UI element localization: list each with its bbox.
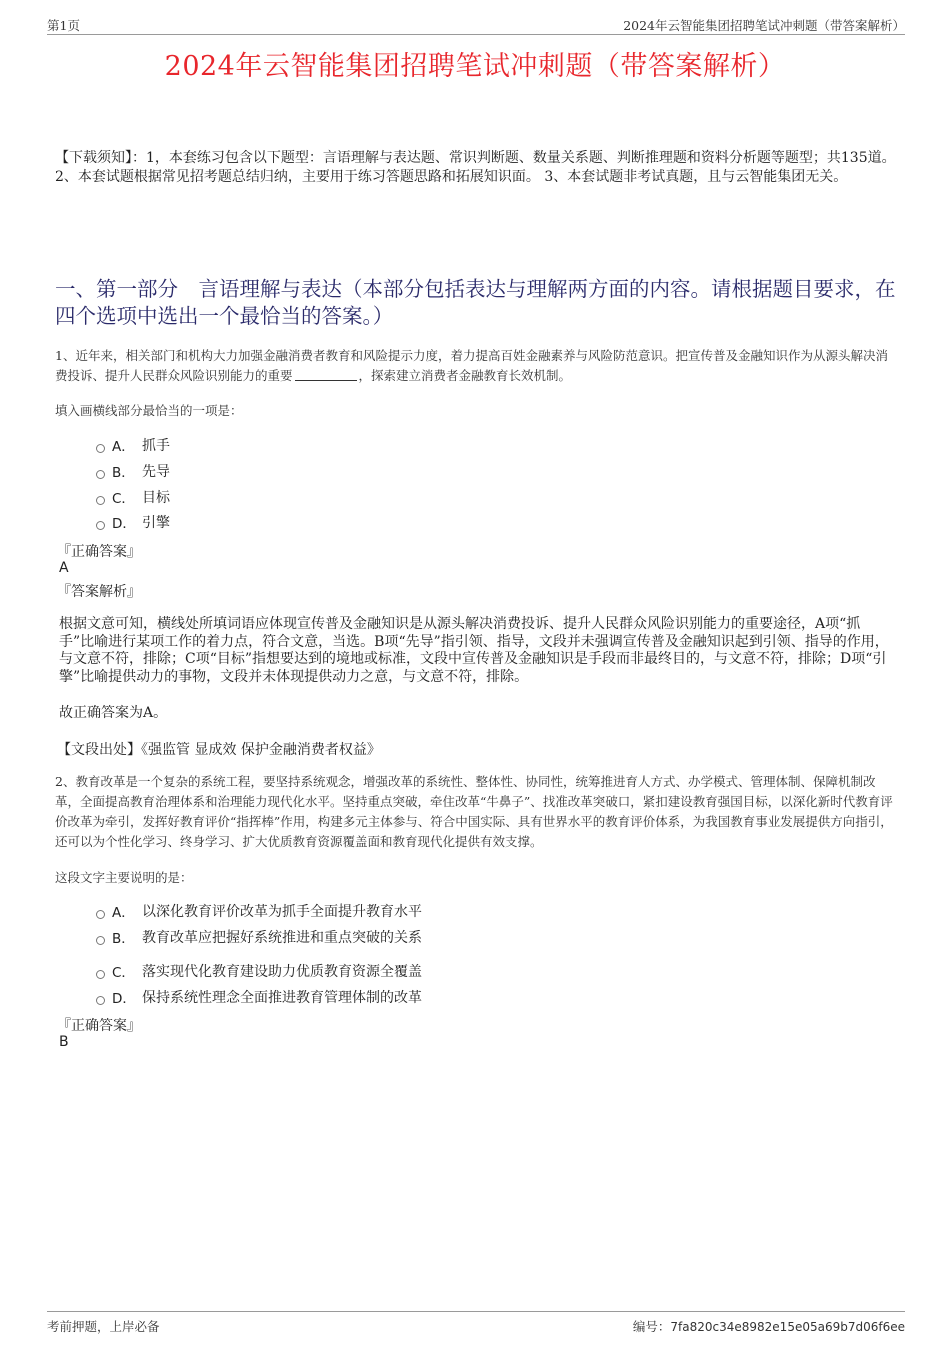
option-text: 以深化教育评价改革为抓手全面提升教育水平 bbox=[142, 904, 422, 920]
option-letter: D． bbox=[112, 991, 136, 1007]
radio-button-icon[interactable] bbox=[96, 970, 105, 979]
document-title: 2024年云智能集团招聘笔试冲刺题（带答案解析） bbox=[164, 51, 786, 82]
header-doc-title: 2024年云智能集团招聘笔试冲刺题（带答案解析） bbox=[623, 18, 905, 33]
question-2-option-a[interactable] bbox=[96, 901, 422, 921]
question-2-answer-label: 『正确答案』 bbox=[57, 1018, 141, 1034]
footer-code bbox=[633, 1317, 905, 1335]
question-1-answer-label: 『正确答案』 bbox=[57, 544, 141, 560]
question-2-prompt: 这段文字主要说明的是： bbox=[55, 870, 193, 885]
footer-code-value: 7fa820c34e8982e15e05a69b7d06f6ee bbox=[670, 1320, 905, 1334]
question-1-conclusion: 故正确答案为A。 bbox=[59, 705, 168, 721]
option-letter: D． bbox=[112, 516, 136, 532]
page-header bbox=[47, 14, 905, 35]
radio-button-icon[interactable] bbox=[96, 444, 105, 453]
footer-slogan: 考前押题，上岸必备 bbox=[47, 1319, 160, 1334]
question-1-option-b[interactable] bbox=[96, 461, 170, 481]
radio-button-icon[interactable] bbox=[96, 496, 105, 505]
question-2-option-b[interactable] bbox=[96, 927, 422, 947]
option-text: 抓手 bbox=[142, 438, 170, 454]
page-number: 第1页 bbox=[47, 18, 80, 33]
option-letter: B． bbox=[112, 465, 135, 481]
question-1-prompt: 填入画横线部分最恰当的一项是： bbox=[55, 403, 243, 418]
page-footer bbox=[47, 1311, 905, 1334]
question-1-text-after: ，探索建立消费者金融教育长效机制。 bbox=[358, 368, 572, 383]
option-letter: C． bbox=[112, 491, 135, 507]
radio-button-icon[interactable] bbox=[96, 910, 105, 919]
option-letter: B． bbox=[112, 931, 135, 947]
question-1-analysis-label: 『答案解析』 bbox=[57, 584, 141, 600]
question-1-analysis: 根据文意可知，横线处所填词语应体现宣传普及金融知识是从源头解决消费投诉、提升人民群众风险识别能力的重要途径，A项“抓手”比喻进行某项工作的着力点，符合文意，当选。B项“先导”指引领、指导，文段并未强调宣传普及金融知识起到引领、指导的作用，与文意不符，排除；C项“目标”指想要达到的境地或标准，文段中宣传普及金融知识是手段而非最终目的，与文意不符，排除；D项“引擎”比喻提供动力的事物，文段并未体现提供动力之意，与文意不符，排除。 bbox=[59, 616, 889, 685]
radio-button-icon[interactable] bbox=[96, 936, 105, 945]
radio-button-icon[interactable] bbox=[96, 470, 105, 479]
option-letter: A． bbox=[112, 439, 135, 455]
question-2-option-c[interactable] bbox=[96, 961, 422, 981]
question-2-option-d[interactable] bbox=[96, 987, 422, 1007]
question-1-option-a[interactable] bbox=[96, 435, 170, 455]
question-1-option-c[interactable] bbox=[96, 487, 170, 507]
option-text: 引擎 bbox=[142, 515, 170, 531]
question-1-text-before: 1、近年来，相关部门和机构大力加强金融消费者教育和风险提示力度，着力提高百姓金融素养与风险防范意识。把宣传普及金融知识作为从源头解决消费投诉、提升人民群众风险识别能力的重要 bbox=[55, 348, 888, 383]
option-letter: A． bbox=[112, 905, 135, 921]
question-2-answer: B bbox=[59, 1034, 69, 1050]
option-text: 目标 bbox=[142, 490, 170, 506]
question-1-answer: A bbox=[59, 560, 69, 576]
option-text: 落实现代化教育建设助力优质教育资源全覆盖 bbox=[142, 964, 422, 980]
option-letter: C． bbox=[112, 965, 135, 981]
radio-button-icon[interactable] bbox=[96, 996, 105, 1005]
question-2-text: 2、教育改革是一个复杂的系统工程，要坚持系统观念，增强改革的系统性、整体性、协同性，统筹推进育人方式、办学模式、管理体制、保障机制改革，全面提高教育治理体系和治理能力现代化水平。坚持重点突破，牵住改革“牛鼻子”、找准改革突破口，紧扣建设教育强国目标，以深化新时代教育评价改革为牵引，发挥好教育评价“指挥棒”作用，构建多元主体参与、符合中国实际、具有世界水平的教育评价体系，为我国教育事业发展提供方向指引，还可以为个性化学习、终身学习、扩大优质教育资源覆盖面和教育现代化提供有效支撑。 bbox=[55, 774, 893, 849]
question-1-text bbox=[55, 346, 900, 386]
section-title: 一、第一部分 言语理解与表达（本部分包括表达与理解两方面的内容。请根据题目要求，在四个选项中选出一个最恰当的答案。） bbox=[55, 277, 896, 328]
download-notice: 【下载须知】：1，本套练习包含以下题型：言语理解与表达题、常识判断题、数量关系题、判断推理题和资料分析题等题型；共135道。 2、本套试题根据常见招考题总结归纳，主要用于练习答题思路和拓展知识面。 3、本套试题非考试真题，且与云智能集团无关。 bbox=[55, 150, 896, 185]
option-text: 教育改革应把握好系统推进和重点突破的关系 bbox=[142, 930, 422, 946]
radio-button-icon[interactable] bbox=[96, 521, 105, 530]
question-1-source: 【文段出处】《强监管 显成效 保护金融消费者权益》 bbox=[57, 742, 381, 758]
option-text: 保持系统性理念全面推进教育管理体制的改革 bbox=[142, 990, 422, 1006]
question-1-option-d[interactable] bbox=[96, 512, 170, 532]
footer-code-label: 编号： bbox=[632, 1319, 671, 1334]
fill-blank bbox=[295, 368, 357, 381]
option-text: 先导 bbox=[142, 464, 170, 480]
